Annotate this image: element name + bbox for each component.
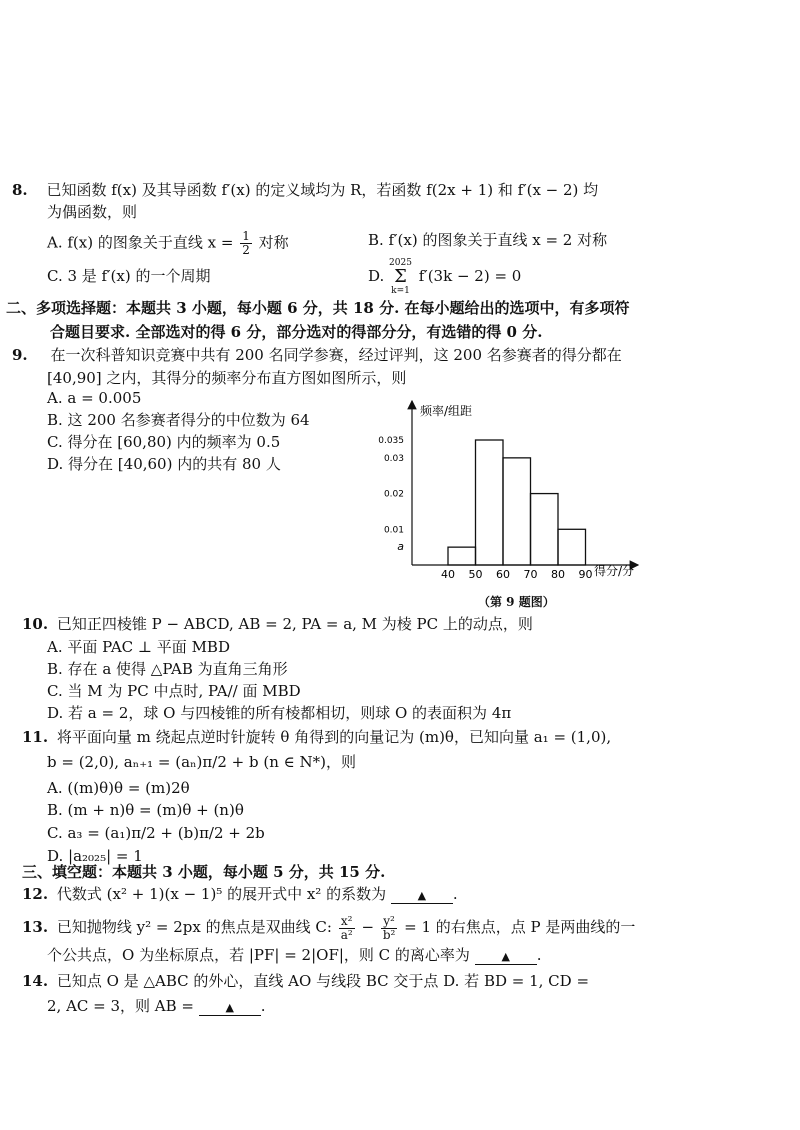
- q13-line2-text: 个公共点，O 为坐标原点，若 |PF| = 2|OF|，则 C 的离心率为: [47, 946, 470, 964]
- x-tick-label: 90: [578, 568, 593, 581]
- summation: [389, 258, 412, 296]
- q12-answer-blank: ▲: [391, 889, 453, 904]
- q14-answer-blank: ▲: [199, 1001, 261, 1016]
- q10-line1: [22, 614, 533, 634]
- histogram-bar-[50,60): [476, 440, 504, 565]
- section2-line1: 二、多项选择题：本题共 3 小题，每小题 6 分，共 18 分. 在每小题给出的选项中，有多项符: [6, 299, 630, 317]
- q14-number: 14.: [22, 972, 49, 990]
- x-tick-label: 70: [523, 568, 538, 581]
- x-tick-label: 40: [441, 568, 455, 581]
- fraction-numerator: 1: [242, 229, 250, 243]
- q9-option-c: C. 得分在 [60,80) 内的频率为 0.5: [47, 433, 281, 451]
- fraction-one-half: [240, 230, 252, 257]
- q9-stem: 在一次科普知识竞赛中共有 200 名同学参赛，经过评判，这 200 名参赛者的得分都在: [50, 346, 622, 364]
- q14-end: .: [260, 997, 266, 1015]
- q12-line: [22, 884, 458, 904]
- fraction-numerator: x²: [339, 915, 355, 929]
- q11-option-d: D. |a₂₀₂₅| = 1: [47, 847, 143, 865]
- q8-line2: 为偶函数，则: [47, 203, 138, 221]
- section2-line2: 合题目要求. 全部选对的得 6 分，部分选对的得部分分，有选错的得 0 分.: [50, 323, 543, 341]
- x-tick-label: 80: [551, 568, 565, 581]
- q9-option-d: D. 得分在 [40,60) 内的共有 80 人: [47, 455, 281, 473]
- q10-option-d: D. 若 a = 2，球 O 与四棱锥的所有棱都相切，则球 O 的表面积为 4π: [47, 704, 512, 722]
- histogram-bar-[80,90]: [558, 529, 586, 565]
- q8-option-a: [47, 230, 289, 257]
- summation-lower: k=1: [391, 286, 410, 296]
- q11-line1: [22, 727, 611, 747]
- q14-line2-text: 2, AC = 3，则 AB =: [47, 997, 194, 1015]
- y-tick-label: 0.03: [383, 453, 404, 464]
- minus-sign: −: [361, 918, 375, 936]
- q11-number: 11.: [22, 728, 49, 746]
- histogram-bar-[70,80): [531, 494, 559, 565]
- q8-option-a-pre: A. f(x) 的图象关于直线 x =: [47, 233, 234, 252]
- q11-stem: 将平面向量 m 绕起点逆时针旋转 θ 角得到的向量记为 (m)θ，已知向量 a₁ = (1,0),: [56, 728, 612, 746]
- fraction-denominator: a²: [340, 927, 353, 942]
- q13-line2: [47, 945, 541, 965]
- section3-line1: 三、填空题：本题共 3 小题，每小题 5 分，共 15 分.: [22, 863, 386, 881]
- q8-number: 8.: [12, 181, 28, 199]
- q10-stem: 已知正四棱锥 P − ABCD, AB = 2, PA = a, M 为棱 PC 上的动点，则: [56, 615, 533, 633]
- q12-number: 12.: [22, 885, 49, 903]
- q13-answer-blank: ▲: [475, 950, 537, 965]
- q11-option-a: A. ((m)θ)θ = (m)2θ: [47, 779, 190, 797]
- fraction-denominator: b²: [382, 927, 396, 942]
- x-tick-label: 60: [496, 568, 510, 581]
- y-axis-label: 频率/组距: [420, 404, 473, 418]
- y-tick-label: 0.02: [383, 489, 404, 500]
- fraction-numerator: y²: [381, 915, 398, 929]
- q13-stem-post: = 1 的右焦点，点 P 是两曲线的一: [404, 918, 636, 936]
- q8-option-d-post: f′(3k − 2) = 0: [418, 267, 522, 285]
- q10-option-a: A. 平面 PAC ⊥ 平面 MBD: [47, 638, 230, 656]
- histogram-bar-[40,50): [448, 547, 476, 565]
- q9-line1: [12, 345, 622, 365]
- q9-option-a: A. a = 0.005: [47, 389, 142, 407]
- q10-number: 10.: [22, 615, 49, 633]
- q14-line2: [47, 996, 266, 1016]
- fraction-y-over-b: [381, 915, 398, 942]
- q12-stem: 代数式 (x² + 1)(x − 1)⁵ 的展开式中 x² 的系数为: [56, 885, 387, 903]
- y-tick-label: 0.035: [378, 436, 404, 446]
- q14-line1: [22, 971, 589, 991]
- q10-option-b: B. 存在 a 使得 △PAB 为直角三角形: [47, 660, 288, 678]
- q11-option-b: B. (m + n)θ = (m)θ + (n)θ: [47, 801, 244, 819]
- histogram-bar-[60,70): [503, 458, 531, 565]
- q12-end: .: [452, 885, 458, 903]
- fraction-denominator: 2: [242, 243, 250, 257]
- q9-option-b: B. 这 200 名参赛者得分的中位数为 64: [47, 411, 310, 429]
- q10-option-c: C. 当 M 为 PC 中点时, PA// 面 MBD: [47, 682, 301, 700]
- q11-option-c: C. a₃ = (a₁)π/2 + (b)π/2 + 2b: [47, 824, 265, 842]
- histogram-chart: [360, 395, 660, 590]
- y-tick-label: 0.01: [383, 525, 404, 536]
- q13-stem-pre: 已知抛物线 y² = 2px 的焦点是双曲线 C:: [56, 918, 332, 936]
- x-tick-label: 50: [468, 568, 483, 581]
- q13-number: 13.: [22, 918, 49, 936]
- q14-stem: 已知点 O 是 △ABC 的外心，直线 AO 与线段 BC 交于点 D. 若 BD = 1, CD =: [56, 972, 590, 990]
- summation-upper: 2025: [389, 258, 412, 268]
- q11-line2: b = (2,0), aₙ₊₁ = (aₙ)π/2 + b (n ∈ N*)，则: [47, 753, 356, 771]
- q8-stem: 已知函数 f(x) 及其导函数 f′(x) 的定义域均为 R，若函数 f(2x + 1) 和 f′(x − 2) 均: [46, 181, 599, 199]
- q8-option-a-post: 对称: [258, 233, 289, 252]
- q8-option-d: [368, 258, 521, 296]
- q8-option-d-pre: D.: [368, 267, 385, 285]
- q9-line2: [40,90] 之内，其得分的频率分布直方图如图所示，则: [47, 369, 407, 387]
- x-axis-label: 得分/分: [594, 564, 635, 578]
- q8-option-c: C. 3 是 f′(x) 的一个周期: [47, 267, 211, 285]
- q13-line1: [22, 910, 635, 944]
- q13-end: .: [536, 946, 542, 964]
- summation-sigma: Σ: [394, 266, 407, 287]
- q8-option-b: B. f′(x) 的图象关于直线 x = 2 对称: [368, 231, 608, 249]
- q9-number: 9.: [12, 346, 28, 364]
- q8-line1: [12, 180, 598, 200]
- q9-figure-caption: （第 9 题图）: [478, 595, 555, 609]
- y-tick-label: a: [397, 540, 404, 554]
- fraction-x-over-a: [339, 915, 355, 942]
